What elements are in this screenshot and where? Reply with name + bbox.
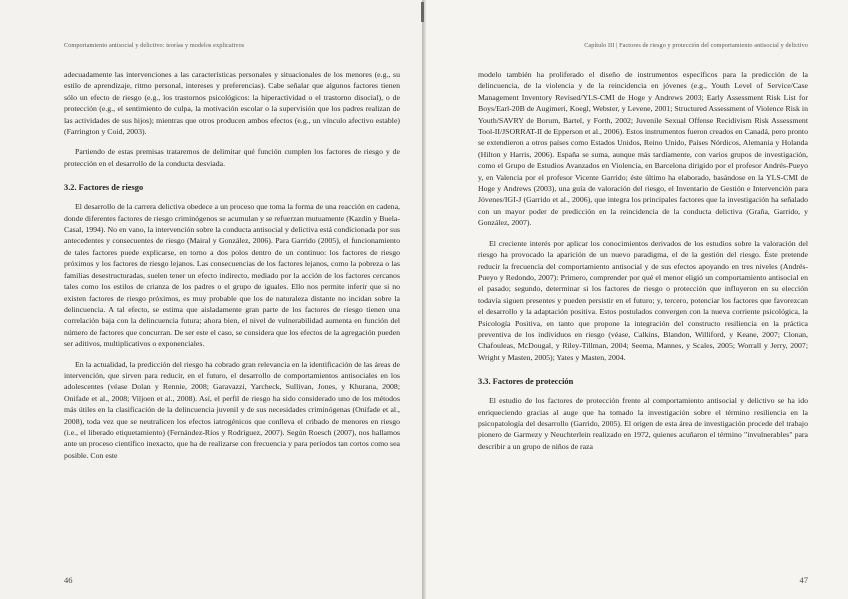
left-paragraph-2: Partiendo de estas premisas trataremos de delimitar qué función cumplen los factores de riesgo y de protección en el desarrollo de la conducta desviada. (64, 147, 400, 168)
section-heading-risk-factors: 3.2. Factores de riesgo (64, 183, 144, 193)
right-paragraph-3: El estudio de los factores de protección frente al comportamiento antisocial y delictivo se ha ido enriqueciendo gracias al auge que ha tomado la investigación sobre el término resiliencia en la psicopatología del desarrollo (Garrido, 2005). El origen de esta área de investigación procede del trabajo pionero de Garmezy y Neuchterlein realizado en 1972, quienes acuñaron el término "invulnerables" para describir a un grupo de niños de raza (478, 396, 808, 451)
right-body-text (478, 69, 808, 452)
left-running-head: Comportamiento antisocial y delictivo: teorías y modelos explicativos (64, 42, 245, 49)
section-heading-protective-factors: 3.3. Factores de protección (478, 377, 574, 387)
left-page (0, 0, 422, 599)
left-paragraph-3: El desarrollo de la carrera delictiva obedece a un proceso que toma la forma de una reacción en cadena, donde diferentes factores de riesgo criminógenos se acumulan y se refuerzan mutuamente (Kazdin y Buela-Casal, 1994). No en vano, la intervención sobre la conducta antisocial y delictiva está condicionada por sus antecedentes y consecuentes de riesgo (Mairal y González, 2006). Para Garrido (2005), el funcionamiento de tales factores puede explicarse, en torno a dos polos dentro de un continuo: los factores de riesgo próximos y los factores de riesgo lejanos. Las consecuencias de los factores lejanos, como la pobreza o las familias desestructuradas, suelen tener un efecto indirecto, mediado por la acción de los factores cercanos tales como los estilos de crianza de los padres o el grupo de iguales. Ello nos permite inferir que si no existen factores de riesgo próximos, es muy probable que los de naturaleza distante no incidan sobre la delincuencia. A tal efecto, se estima que aisladamente gran parte de los factores de riesgo tienen una correlación baja con la delincuencia futura; ahora bien, el nivel de vulnerabilidad aumenta en función del número de factores que concurran. De ser este el caso, se considera que los efectos de la agregación pueden ser aditivos, multiplicativos o exponenciales. (64, 202, 400, 349)
right-paragraph-1: modelo también ha proliferado el diseño de instrumentos específicos para la predicción de la delincuencia, de la violencia y de la reincidencia en jóvenes (e.g., Youth Level of Service/Case Management Inventory Revised/YLS-CMI de Hoge y Andrews 2003; Early Assessment Risk List for Boys/Earl-20B de Augimeri, Koegl, Webster, y Levene, 2001; Structured Assessment of Violence Risk in Youth/SAVRY de Borum, Bartel, y Forth, 2002; Juvenile Sexual Offense Recidivism Risk Assessment Tool-II/JSORRAT-II de Epperson et al., 2006). Estos instrumentos fueron creados en Canadá, pero pronto se extendieron a otros países como Estados Unidos, Reino Unido, Países Nórdicos, Alemania y Holanda (Hilton y Harris, 2006). España se suma, aunque más tardíamente, con varios grupos de investigación, como el Grupo de Estudios Avanzados en Violencia, en Barcelona dirigido por el profesor Andrés-Pueyo y, en Valencia por el profesor Vicente Garrido; éste último ha elaborado, basándose en la YLS-CMI de Hoge y Andrews (2003), una guía de valoración del riesgo, el Inventario de Gestión e Intervención para Jóvenes/IGI-J (Garrido et al., 2006), que integra los principales factores que la investigación ha señalado con un mayor poder de predicción en la reincidencia de la conducta delictiva (Graña, Garrido, y González, 2007). (478, 70, 808, 228)
right-paragraph-2: El creciente interés por aplicar los conocimientos derivados de los estudios sobre la valoración del riesgo ha provocado la aparición de un nuevo paradigma, el de la gestión del riesgo. Éste pretende reducir la frecuencia del comportamiento antisocial y de sus efectos apoyando en tres niveles (Andrés-Pueyo y Redondo, 2007): Primero, comprender por qué el menor eligió un comportamiento antisocial en el pasado; segundo, determinar si los factores de riesgo o protección que influyeron en su elección todavía siguen presentes y pueden persistir en el futuro; y, tercero, potenciar los factores que favorezcan el desarrollo y la adaptación positiva. Estos postulados convergen con la nueva corriente psicológica, la Psicología Positiva, en tanto que propone la integración del constructo resiliencia en la práctica preventiva de los individuos en riesgo (véase, Calkins, Blandon, Williford, y Keane, 2007; Clonan, Chafouleas, McDougal, y Riley-Tillman, 2004; Seema, Mannes, y Scales, 2005; Worrall y Jerry, 2007; Wright y Masten, 2005); Yates y Masten, 2004. (478, 238, 808, 362)
left-body-text (64, 69, 400, 461)
left-page-number: 46 (64, 575, 73, 585)
right-running-head: Capítulo III | Factores de riesgo y protección del comportamiento antisocial y delictivo (584, 42, 808, 49)
left-paragraph-1: adecuadamente las intervenciones a las características personales y situacionales de los menores (e.g., su estilo de aprendizaje, ritmo personal, intereses y preferencias). Cabe señalar que algunos factores tienen sólo un efecto de riesgo (e.g., los trastornos psicológicos: la hiperactividad o el trastorno disocial), o de protección (e.g., el sentimiento de culpa, la motivación escolar o la supervisión que los padres realizan de las actividades de sus hijos); mientras que otros producen ambos efectos (e.g., un vínculo afectivo estable) (Farrington y Coid, 2003). (64, 70, 400, 137)
left-paragraph-4: En la actualidad, la predicción del riesgo ha cobrado gran relevancia en la identificación de las áreas de intervención, que sirven para reducir, en el futuro, el desarrollo de comportamientos antisociales en los adolescentes (véase Dolan y Rennie, 2008; Garavazzi, Yarcheck, Sullivan, Jones, y Khurana, 2008; Onifade et al., 2008; Viljoen et al., 2008). Así, el perfil de riesgo ha sido considerado uno de los métodos más útiles en la clasificación de la delincuencia juvenil y de sus necesidades criminógenas (Onifade et al., 2008), toda vez que se neutralicen los efectos iatrogénicos que conlleva el cribado de menores en riesgo (i.e., el liberado etiquetamiento) (Fernández-Ríos y Rodríguez, 2007). Según Roesch (2007), nos hallamos ante un proceso científico inexacto, que ha de realizarse con frecuencia y para períodos tan cortos como sea posible. Con este (64, 359, 400, 460)
right-page-number: 47 (799, 575, 808, 585)
gutter-marker (421, 2, 424, 22)
right-page (426, 0, 848, 599)
